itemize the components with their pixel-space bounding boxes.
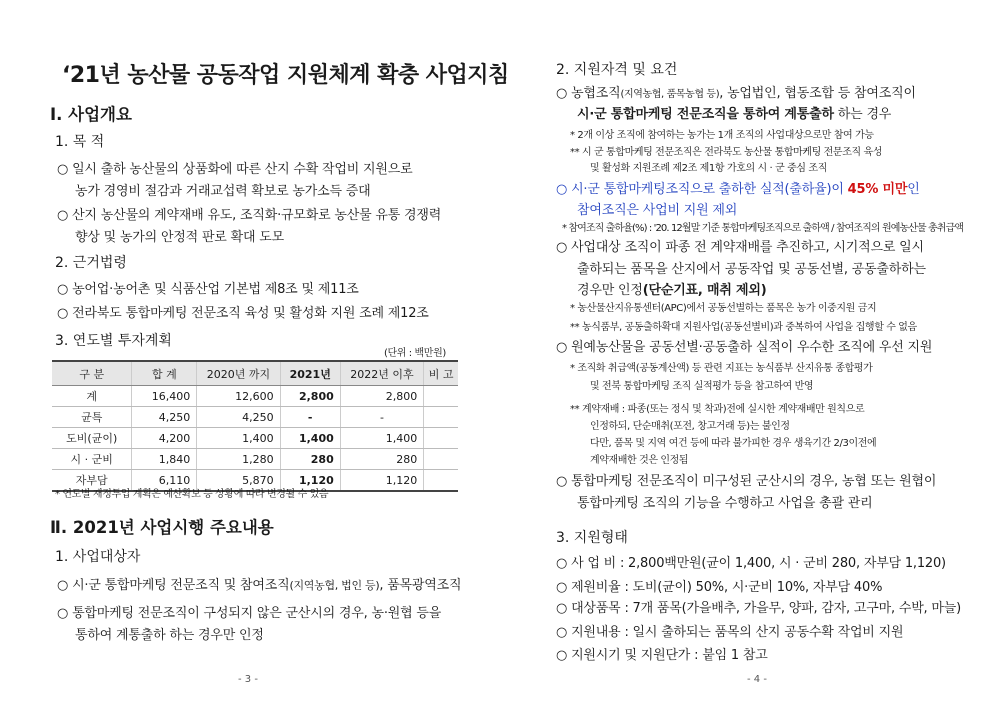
- target-item-2-line-2: 통하여 계통출하 하는 경우만 인정: [75, 628, 264, 643]
- table-cell: 시 · 군비: [52, 449, 132, 470]
- exclusion-line-2: 참여조직은 사업비 지원 제외: [577, 203, 738, 218]
- table-cell: 2,800: [340, 386, 423, 407]
- contract-note-line-4: 계약재배한 것은 인정됨: [590, 455, 689, 466]
- eligibility-note-5: ** 농식품부, 공동출하확대 지원사업(공동선별비)과 중복하여 사업을 집행할 수 없음: [570, 322, 917, 333]
- table-cell: 1,400: [197, 428, 280, 449]
- table-cell: 280: [280, 449, 340, 470]
- table-cell: -: [280, 407, 340, 428]
- subheading-investment-plan: 3. 연도별 투자계획: [55, 333, 172, 349]
- table-cell: 16,400: [132, 386, 197, 407]
- table-header: 구 분: [52, 361, 132, 386]
- shipment-rate-note: * 참여조직 출하율(%) : '20. 12월말 기준 통합마케팅조직으로 출하액 / 참여조직의 원예농산물 총취급액: [562, 223, 964, 234]
- table-row: [52, 428, 458, 449]
- table-header-row: [52, 361, 458, 386]
- purpose-item-1-line-2: 농가 경영비 절감과 거래교섭력 확보로 농가소득 증대: [75, 184, 371, 199]
- table-cell: [424, 449, 458, 470]
- eligibility-item-3-line-2: 출하되는 품목을 산지에서 공동작업 및 공동선별, 공동출하하는: [577, 262, 926, 277]
- priority-item: ○ 원예농산물을 공동선별·공동출하 실적이 우수한 조직에 우선 지원: [556, 340, 933, 355]
- subheading-eligibility: 2. 지원자격 및 요건: [556, 62, 678, 78]
- target-item-1-small: (지역농협, 법인 등): [289, 579, 380, 592]
- support-ratio: ○ 제원비율 : 도비(균이) 50%, 시·군비 10%, 자부담 40%: [556, 580, 883, 595]
- eligibility-item-3-line-1: ○ 사업대상 조직이 파종 전 계약재배를 추진하고, 시기적으로 일시: [556, 240, 924, 255]
- table-row: [52, 449, 458, 470]
- document-title: ‘21년 농산물 공동작업 지원체계 확충 사업지침: [62, 63, 509, 88]
- support-items: ○ 대상품목 : 7개 품목(가을배추, 가을무, 양파, 감자, 고구마, 수박, 마늘): [556, 601, 962, 616]
- table-header: 비 고: [424, 361, 458, 386]
- eligibility-item-3-pre: 경우만 인정: [577, 283, 643, 298]
- subheading-legal-basis: 2. 근거법령: [55, 255, 127, 271]
- table-cell: 4,250: [197, 407, 280, 428]
- page-number-right: - 4 -: [747, 674, 767, 685]
- table-cell: 1,120: [280, 470, 340, 492]
- eligibility-item-3-bold: (단순기표, 매취 제외): [642, 283, 767, 298]
- table-cell: 6,110: [132, 470, 197, 492]
- table-cell: 계: [52, 386, 132, 407]
- table-cell: 1,400: [340, 428, 423, 449]
- eligibility-note-4: * 농산물산지유통센터(APC)에서 공동선별하는 품목은 농가 이중지원 금지: [570, 303, 877, 314]
- gunsan-item-line-1: ○ 통합마케팅 전문조직이 미구성된 군산시의 경우, 농협 또는 원협이: [556, 474, 937, 489]
- subheading-support-type: 3. 지원형태: [556, 530, 628, 546]
- table-header: 2021년: [280, 361, 340, 386]
- exclusion-post: 인: [907, 182, 920, 197]
- section-heading-2021-plan: Ⅱ. 2021년 사업시행 주요내용: [50, 518, 274, 537]
- support-timing: ○ 지원시기 및 지원단가 : 붙임 1 참고: [556, 648, 768, 663]
- target-item-1-end: , 품목광역조직: [379, 578, 462, 593]
- support-budget: ○ 사 업 비 : 2,800백만원(균이 1,400, 시 · 군비 280, 자부담 1,120): [556, 556, 946, 571]
- table-cell: 1,120: [340, 470, 423, 492]
- eligibility-item-1-small: (지역농협, 품목농협 등): [620, 89, 720, 100]
- table-cell: 1,840: [132, 449, 197, 470]
- eligibility-note-2-line-2: 및 활성화 지원조례 제2조 제1항 가호의 시 · 군 중심 조직: [590, 163, 827, 174]
- exclusion-line-1: [556, 178, 920, 197]
- table-cell: 4,200: [132, 428, 197, 449]
- purpose-item-2-line-2: 향상 및 농가의 안정적 판로 확대 도모: [75, 230, 284, 245]
- table-cell: -: [340, 407, 423, 428]
- table-cell: 1,400: [280, 428, 340, 449]
- table-cell: 5,870: [197, 470, 280, 492]
- page-number-left: - 3 -: [238, 674, 258, 685]
- table-row: [52, 386, 458, 407]
- table-cell: 4,250: [132, 407, 197, 428]
- table-header: 합 계: [132, 361, 197, 386]
- table-header: 2022년 이후: [340, 361, 423, 386]
- target-item-1-text: ○ 시·군 통합마케팅 전문조직 및 참여조직: [57, 578, 290, 593]
- table-cell: 2,800: [280, 386, 340, 407]
- target-item-1: [57, 574, 461, 593]
- law-item-1: ○ 농어업·농어촌 및 식품산업 기본법 제8조 및 제11조: [57, 282, 359, 297]
- investment-table: [52, 360, 458, 492]
- table-cell: [424, 428, 458, 449]
- gunsan-item-line-2: 통합마케팅 조직의 기능을 수행하고 사업을 총괄 관리: [577, 496, 873, 511]
- table-footnote: * 연도별 재정투입 계획은 예산확보 등 상황에 따라 변경될 수 있음: [55, 489, 329, 500]
- contract-note-line-3: 다만, 품목 및 지역 여건 등에 따라 불가피한 경우 생육기간 2/3이전에: [590, 438, 877, 449]
- table-cell: 12,600: [197, 386, 280, 407]
- exclusion-pre: ○ 시·군 통합마케팅조직으로 출하한 실적(출하율)이: [556, 182, 848, 197]
- eligibility-item-1-line-2: [577, 103, 891, 122]
- purpose-item-2-line-1: ○ 산지 농산물의 계약재배 유도, 조직화·규모화로 농산물 유통 경쟁력: [57, 208, 442, 223]
- table-cell: 자부담: [52, 470, 132, 492]
- table-header: 2020년 까지: [197, 361, 280, 386]
- support-content: ○ 지원내용 : 일시 출하되는 품목의 산지 공동수확 작업비 지원: [556, 625, 904, 640]
- eligibility-item-1-line-1: [556, 82, 916, 101]
- purpose-item-1-line-1: ○ 일시 출하 농산물의 상품화에 따른 산지 수확 작업비 지원으로: [57, 162, 413, 177]
- table-row: [52, 407, 458, 428]
- table-cell: 280: [340, 449, 423, 470]
- contract-note-line-1: ** 계약재배 : 파종(또는 정식 및 착과)전에 실시한 계약재배만 원칙으로: [570, 404, 865, 415]
- table-cell: 1,280: [197, 449, 280, 470]
- eligibility-item-1-pre: ○ 농협조직: [556, 86, 621, 101]
- law-item-2: ○ 전라북도 통합마케팅 전문조직 육성 및 활성화 지원 조례 제12조: [57, 306, 429, 321]
- priority-note-1-line-1: * 조직화 취급액(공동계산액) 등 관련 지표는 농식품부 산지유통 종합평가: [570, 363, 873, 374]
- table-cell: [424, 407, 458, 428]
- subheading-purpose: 1. 목 적: [55, 134, 105, 150]
- subheading-target: 1. 사업대상자: [55, 549, 141, 565]
- table-cell: 도비(균이): [52, 428, 132, 449]
- eligibility-item-1-bold: 시·군 통합마케팅 전문조직을 통하여 계통출하: [577, 107, 834, 122]
- contract-note-line-2: 인정하되, 단순매취(포전, 창고거래 등)는 불인정: [590, 421, 790, 432]
- section-heading-overview: Ⅰ. 사업개요: [50, 105, 132, 124]
- eligibility-note-2-line-1: ** 시 군 통합마케팅 전문조직은 전라북도 농산물 통합마케팅 전문조직 육성: [570, 147, 883, 158]
- table-cell: [424, 470, 458, 492]
- priority-note-1-line-2: 및 전북 통합마케팅 조직 실적평가 등을 참고하여 반영: [590, 381, 814, 392]
- table-unit: (단위 : 백만원): [384, 348, 446, 359]
- target-item-2-line-1: ○ 통합마케팅 전문조직이 구성되지 않은 군산시의 경우, 농·원협 등을: [57, 606, 442, 621]
- table-cell: 균특: [52, 407, 132, 428]
- exclusion-threshold: 45% 미만: [847, 182, 908, 197]
- table-cell: [424, 386, 458, 407]
- eligibility-item-1-tail: 하는 경우: [833, 107, 892, 122]
- eligibility-item-1-post: , 농업법인, 협동조합 등 참여조직이: [719, 86, 916, 101]
- eligibility-note-1: * 2개 이상 조직에 참여하는 농가는 1개 조직의 사업대상으로만 참여 가능: [570, 130, 874, 141]
- eligibility-item-3-line-3: [577, 279, 766, 298]
